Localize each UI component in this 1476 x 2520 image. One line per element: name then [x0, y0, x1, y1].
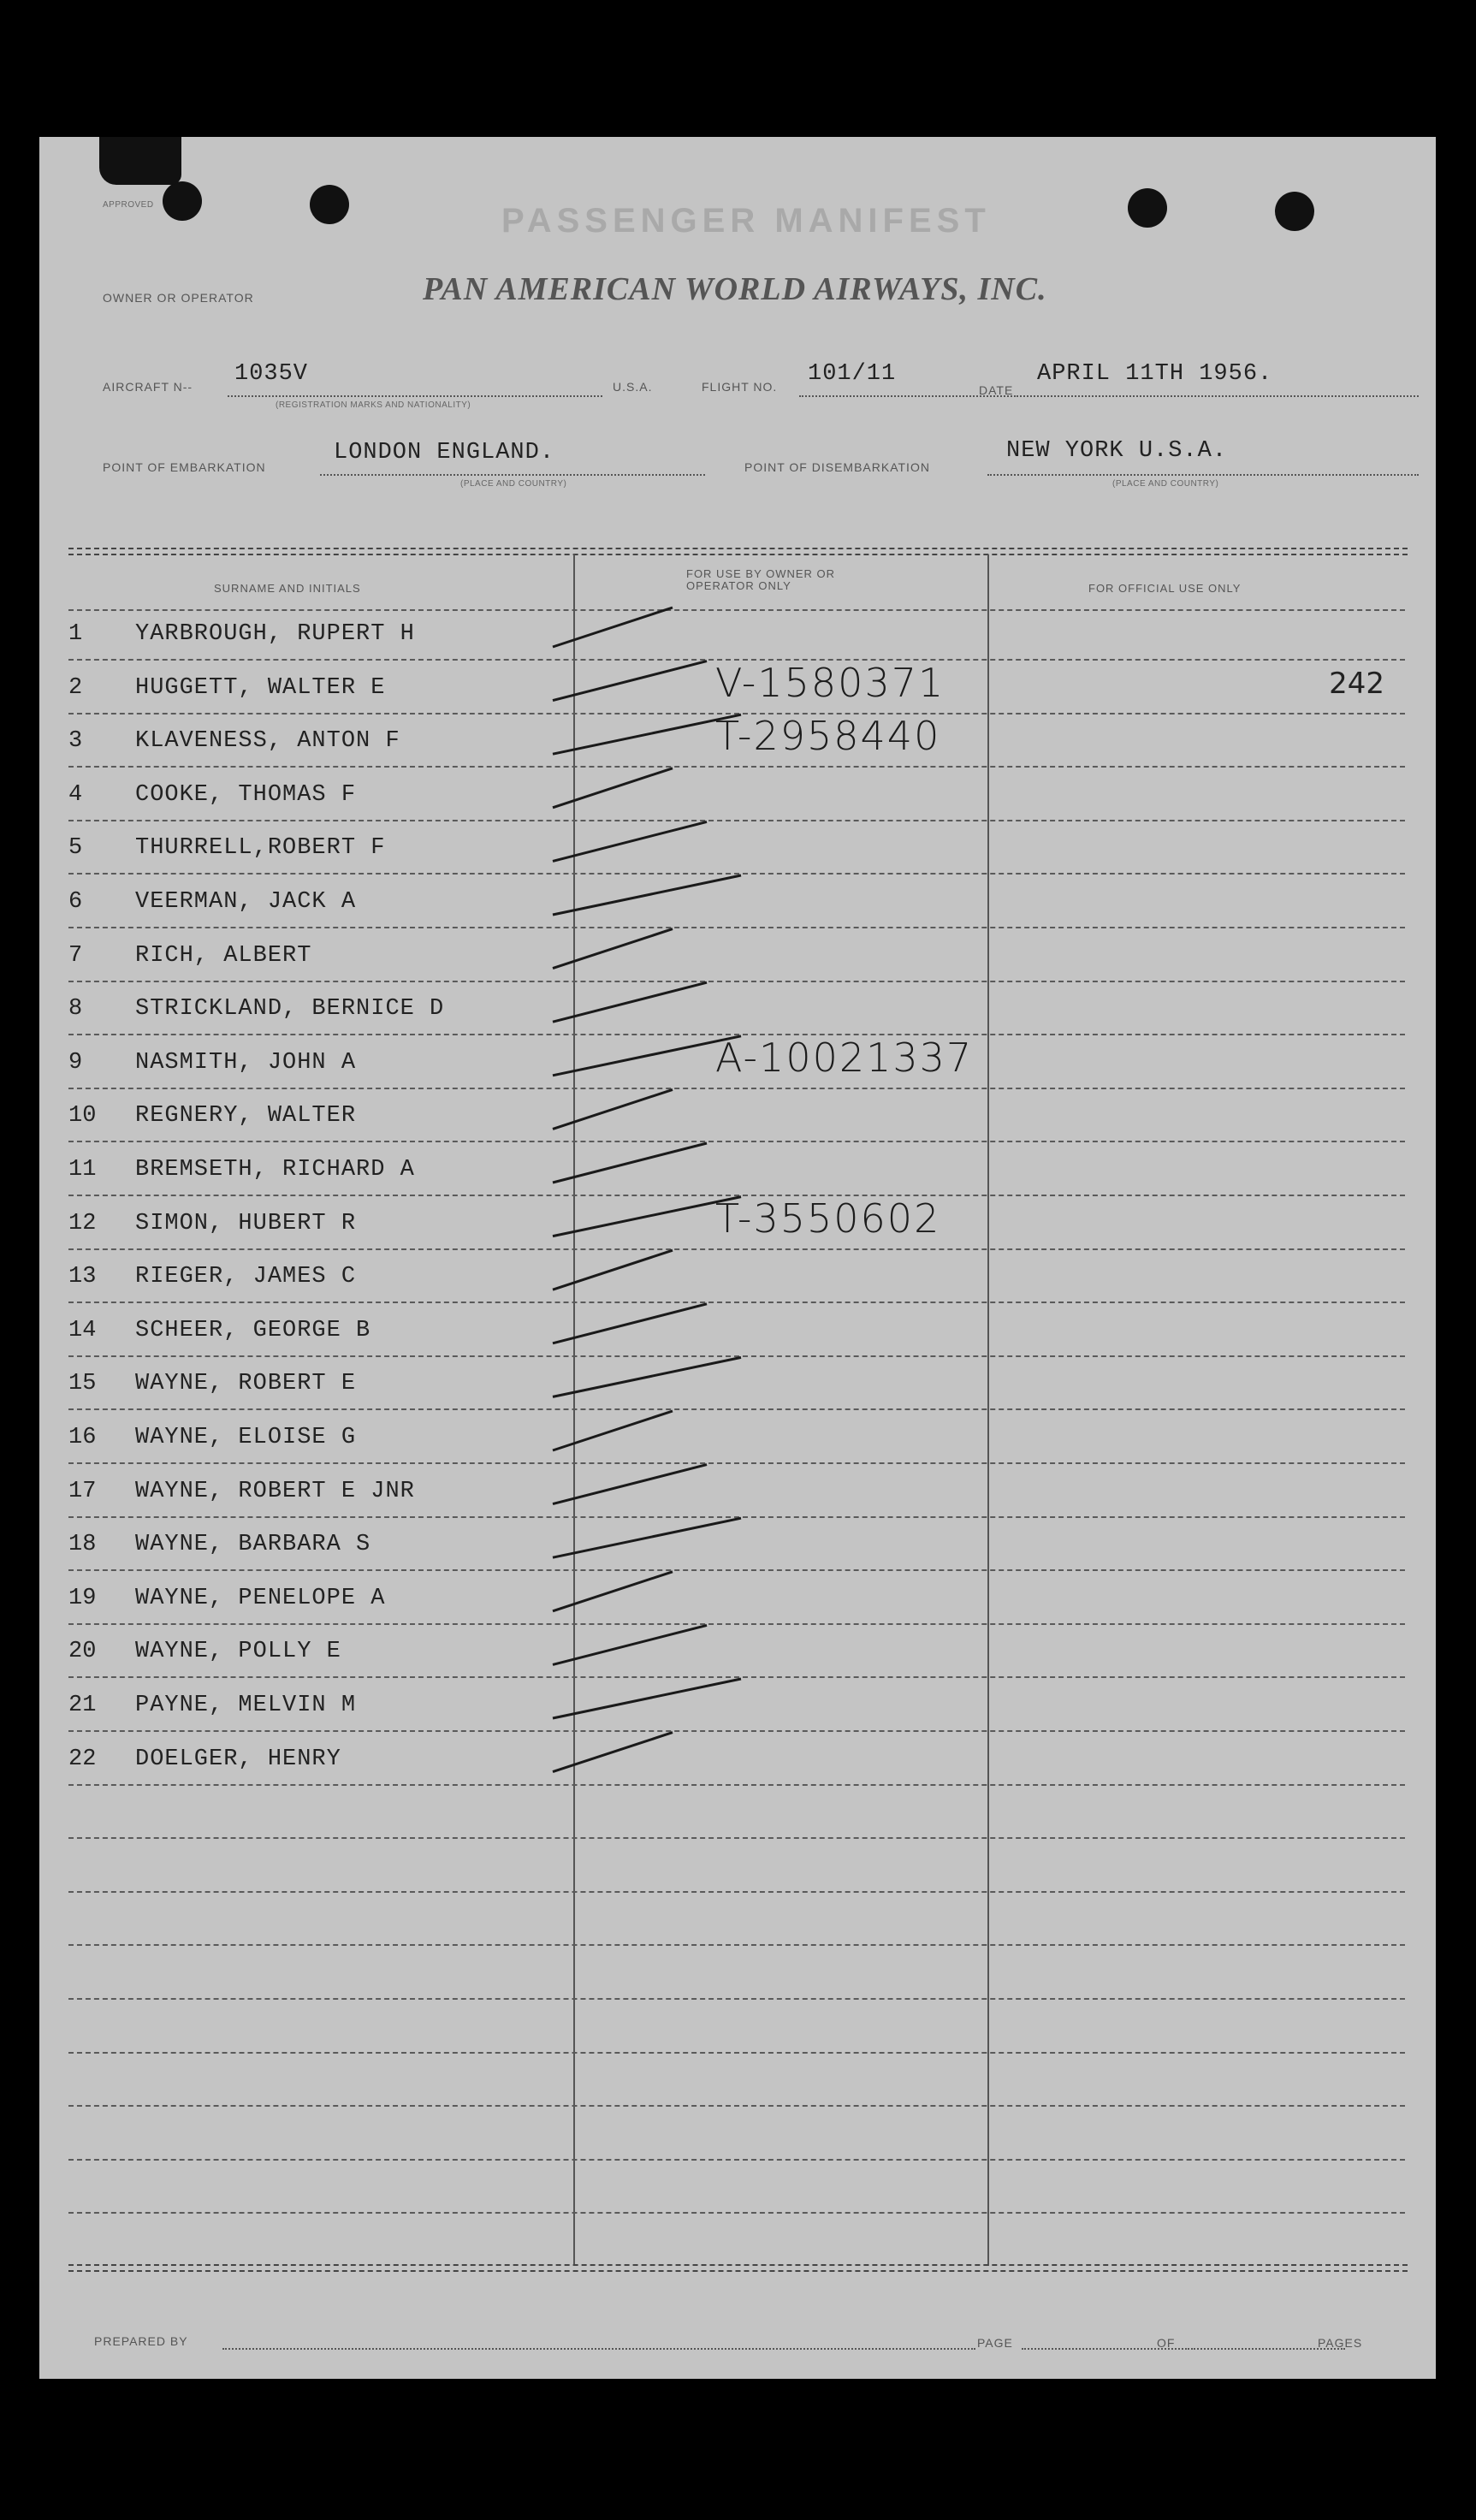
tick-mark — [553, 1572, 673, 1611]
passenger-name: WAYNE, PENELOPE A — [135, 1585, 386, 1611]
row-number: 22 — [68, 1746, 97, 1772]
passenger-name: KLAVENESS, ANTON F — [135, 728, 400, 755]
document-number: V-1580371 — [715, 659, 945, 706]
tick-mark — [553, 1197, 741, 1236]
passenger-name: BREMSETH, RICHARD A — [135, 1157, 415, 1183]
disembarkation-label: POINT OF DISEMBARKATION — [744, 460, 930, 474]
document-number: T-2958440 — [715, 713, 941, 760]
disembarkation-sub: (PLACE AND COUNTRY) — [1112, 479, 1219, 489]
tick-mark — [553, 1036, 741, 1076]
row-number: 12 — [68, 1210, 97, 1236]
passenger-name: REGNERY, WALTER — [135, 1103, 357, 1130]
embarkation-sub: (PLACE AND COUNTRY) — [460, 479, 567, 489]
pages-label: PAGES — [1318, 2336, 1363, 2350]
row-number: 6 — [68, 889, 83, 915]
passenger-name: THURRELL,ROBERT F — [135, 835, 386, 862]
passenger-name: SCHEER, GEORGE B — [135, 1317, 371, 1343]
aircraft-country: U.S.A. — [613, 380, 653, 394]
tick-mark — [553, 1357, 741, 1396]
row-number: 10 — [68, 1103, 97, 1130]
official-number: 242 — [1329, 666, 1384, 701]
of-label: OF — [1157, 2336, 1176, 2350]
row-number: 1 — [68, 621, 83, 647]
tick-mark — [553, 929, 673, 969]
row-number: 20 — [68, 1639, 97, 1665]
row-number: 7 — [68, 942, 83, 969]
aircraft-sub: (REGISTRATION MARKS AND NATIONALITY) — [276, 400, 471, 410]
embarkation-value: LONDON ENGLAND. — [334, 440, 555, 465]
manifest-sheet — [39, 137, 1436, 2379]
tick-mark — [553, 1733, 673, 1772]
row-number: 13 — [68, 1264, 97, 1290]
owner-value: PAN AMERICAN WORLD AIRWAYS, INC. — [423, 271, 1047, 307]
row-number: 14 — [68, 1317, 97, 1343]
page-title: PASSENGER MANIFEST — [501, 202, 991, 240]
col-header-surname: SURNAME AND INITIALS — [214, 582, 361, 595]
passenger-name: PAYNE, MELVIN M — [135, 1693, 357, 1718]
passenger-name: WAYNE, POLLY E — [135, 1639, 341, 1665]
document-number: A-10021337 — [715, 1034, 974, 1081]
date-value: APRIL 11TH 1956. — [1037, 361, 1273, 387]
col-header-official: FOR OFFICIAL USE ONLY — [1088, 582, 1242, 595]
row-number: 17 — [68, 1478, 97, 1504]
passenger-name: NASMITH, JOHN A — [135, 1049, 357, 1076]
passenger-name: YARBROUGH, RUPERT H — [135, 621, 415, 647]
tick-mark — [553, 714, 741, 754]
row-number: 21 — [68, 1693, 97, 1718]
row-number: 4 — [68, 781, 83, 808]
table-bottom-rule — [68, 2264, 1408, 2272]
flight-label: FLIGHT NO. — [702, 380, 778, 394]
aircraft-value: 1035V — [234, 361, 309, 387]
row-number: 5 — [68, 835, 83, 862]
passenger-name: STRICKLAND, BERNICE D — [135, 996, 445, 1023]
row-number: 9 — [68, 1049, 83, 1076]
owner-label: OWNER OR OPERATOR — [103, 291, 254, 305]
tick-mark — [553, 608, 673, 647]
tick-mark — [553, 821, 707, 861]
tick-mark — [553, 1304, 707, 1343]
row-number: 18 — [68, 1532, 97, 1558]
tick-mark — [553, 982, 707, 1022]
tick-mark — [553, 1518, 741, 1557]
document-number: T-3550602 — [715, 1195, 941, 1242]
passenger-name: VEERMAN, JACK A — [135, 889, 357, 915]
passenger-name: WAYNE, BARBARA S — [135, 1532, 371, 1558]
disembarkation-value: NEW YORK U.S.A. — [1006, 438, 1228, 464]
embarkation-label: POINT OF EMBARKATION — [103, 460, 266, 474]
passenger-name: DOELGER, HENRY — [135, 1746, 341, 1772]
approval-text: APPROVED — [103, 200, 154, 210]
passenger-name: WAYNE, ROBERT E JNR — [135, 1478, 415, 1504]
passenger-name: HUGGETT, WALTER E — [135, 674, 386, 701]
passenger-name: RICH, ALBERT — [135, 942, 312, 969]
tick-mark — [553, 1465, 707, 1504]
row-number: 8 — [68, 996, 83, 1023]
row-number: 16 — [68, 1425, 97, 1450]
row-number: 3 — [68, 728, 83, 755]
col-header-owner-use: FOR USE BY OWNER OR OPERATOR ONLY — [686, 567, 836, 592]
tick-marks — [39, 137, 1436, 2379]
row-number: 2 — [68, 674, 83, 701]
row-number: 11 — [68, 1157, 97, 1183]
tick-mark — [553, 661, 707, 701]
aircraft-label: AIRCRAFT N-- — [103, 380, 193, 394]
tick-mark — [553, 1143, 707, 1183]
row-number: 19 — [68, 1585, 97, 1611]
flight-value: 101/11 — [808, 361, 897, 387]
page-label: PAGE — [977, 2336, 1013, 2350]
prepared-by-label: PREPARED BY — [94, 2334, 188, 2348]
row-number: 15 — [68, 1371, 97, 1397]
tick-mark — [553, 1625, 707, 1664]
passenger-name: WAYNE, ROBERT E — [135, 1371, 357, 1397]
tick-mark — [553, 1411, 673, 1450]
passenger-name: WAYNE, ELOISE G — [135, 1425, 357, 1450]
tick-mark — [553, 1089, 673, 1129]
tick-mark — [553, 875, 741, 915]
date-label: DATE — [979, 383, 1014, 397]
tick-mark — [553, 1250, 673, 1290]
passenger-name: SIMON, HUBERT R — [135, 1210, 357, 1236]
tick-mark — [553, 768, 673, 808]
passenger-name: COOKE, THOMAS F — [135, 781, 357, 808]
passenger-name: RIEGER, JAMES C — [135, 1264, 357, 1290]
tick-mark — [553, 1679, 741, 1718]
